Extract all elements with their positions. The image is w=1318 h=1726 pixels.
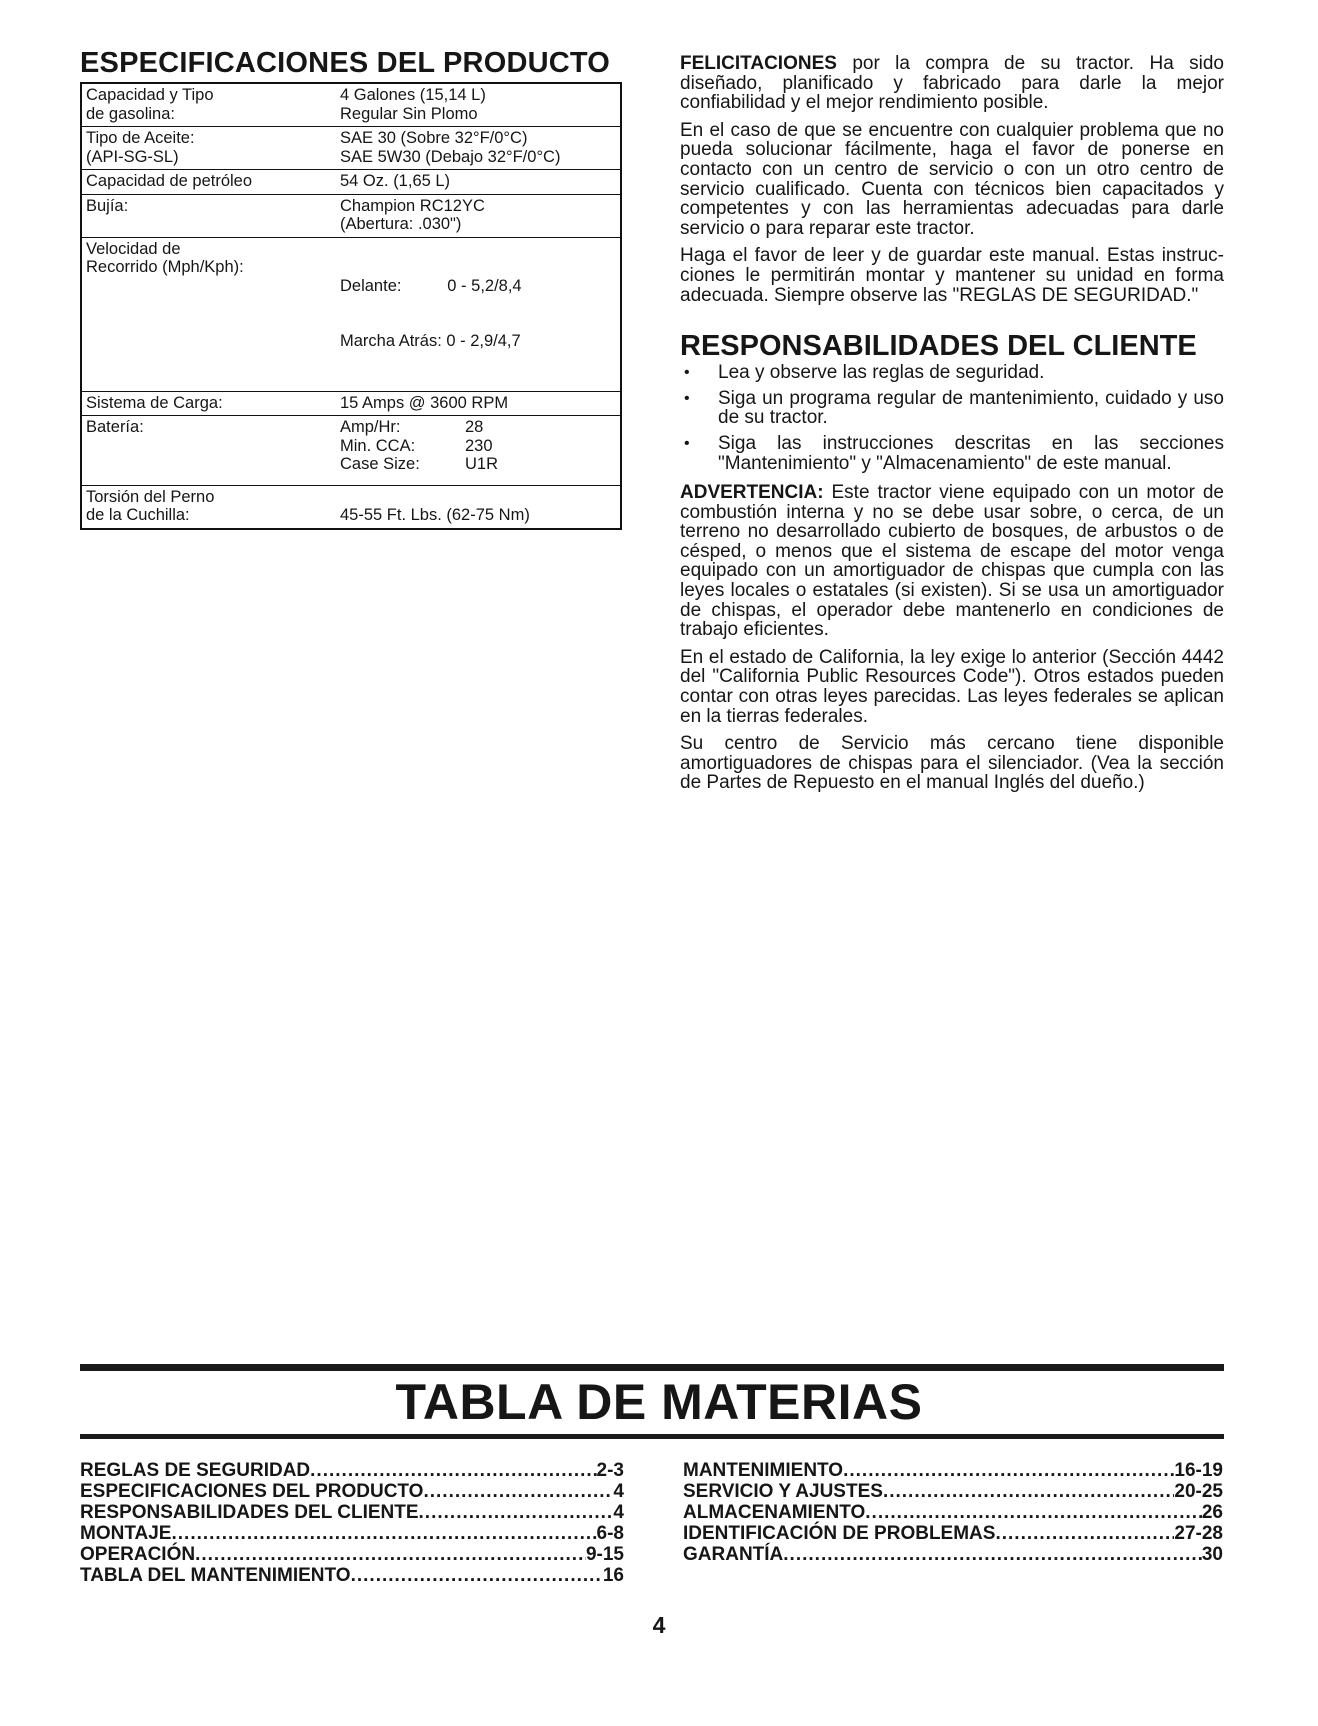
toc-entry-assembly[interactable]: MONTAJE ..... 6-8	[80, 1523, 624, 1544]
toc-entry-troubleshooting[interactable]: IDENTIFICACIÓN DE PROBLEMAS ..... 27-28	[683, 1523, 1223, 1544]
battery-specs: Amp/Hr: 28 Min. CCA: 230 Case Size: U1R	[340, 418, 499, 473]
bullet-icon: •	[684, 389, 690, 407]
spec-row-battery	[81, 416, 621, 486]
responsibilities-title: RESPONSABILIDADES DEL CLIENTE	[680, 330, 1197, 363]
spec-row-fuel	[81, 83, 621, 127]
toc-entry-product-specs[interactable]: ESPECIFICACIONES DEL PRODUCTO ..... 4	[80, 1481, 624, 1502]
spec-value: SAE 30 (Sobre 32°F/0°C) SAE 5W30 (Debajo 32°F/0°C)	[336, 127, 621, 170]
spec-row-spark-plug	[81, 194, 621, 237]
list-item: • Siga las instrucciones descritas en las secciones "Mantenimiento" y "Almacenamiento" de este manual.	[684, 432, 1224, 474]
specifications-section	[80, 48, 622, 530]
toc-entry-maintenance[interactable]: MANTENIMIENTO ..... 16-19	[683, 1460, 1223, 1481]
bullet-icon: •	[684, 434, 690, 452]
service-contact-paragraph: En el caso de que se encuentre con cualquier problema que no pueda solucionar fácilmente, haga el favor de ponerse en contacto con un centro de servicio o con un otro centro de servicio cualificado. Cuenta con técnicos bien capacitados y competentes y con las herramientas adecuadas para darle servicio o para reparar este tractor.	[680, 119, 1224, 239]
congratulations-paragraph: FELICITACIONES por la compra de su tractor. Ha sido diseñado, planificado y fabricado para darle la mejor confiabilidad y el mejor rendimiento posible.	[680, 53, 1224, 114]
spec-label: Velocidad de Recorrido (Mph/Kph):	[81, 237, 336, 391]
spec-value: 4 Galones (15,14 L) Regular Sin Plomo	[336, 83, 621, 127]
spec-label: Batería:	[81, 416, 336, 486]
toc-top-rule	[80, 1364, 1224, 1371]
specifications-table	[80, 82, 622, 530]
toc-entry-service-adjustments[interactable]: SERVICIO Y AJUSTES ..... 20-25	[683, 1481, 1223, 1502]
spark-arrester-paragraph: Su centro de Servicio más cercano tiene disponible amortiguadores de chispas para el silenciador. (Vea la sección de Partes de Repuesto en el manual Inglés del dueño.)	[680, 733, 1224, 794]
spec-value: 15 Amps @ 3600 RPM	[336, 391, 621, 416]
toc-entry-operation[interactable]: OPERACIÓN ..... 9-15	[80, 1544, 624, 1565]
spec-label: Capacidad y Tipo de gasolina:	[81, 83, 336, 127]
spec-label: Sistema de Carga:	[81, 391, 336, 416]
spec-row-oil-type	[81, 127, 621, 170]
spec-value: Delante: 0 - 5,2/8,4 Marcha Atrás: 0 - 2,9/4,7	[336, 237, 621, 391]
manual-paragraph: Haga el favor de leer y de guardar este manual. Estas instruc-ciones le permitirán montar y mantener su unidad en forma adecuada. Siempre observe las "REGLAS DE SEGURIDAD."	[680, 245, 1224, 306]
spec-value: 45-55 Ft. Lbs. (62-75 Nm)	[336, 485, 621, 529]
toc-title: TABLA DE MATERIAS	[395, 1374, 923, 1430]
toc-entry-warranty[interactable]: GARANTÍA ..... 30	[683, 1544, 1223, 1565]
spec-label: Capacidad de petróleo	[81, 170, 336, 195]
toc-left-column	[80, 1460, 624, 1586]
spec-row-speed	[81, 237, 621, 391]
spec-value	[336, 416, 621, 486]
california-paragraph: En el estado de California, la ley exige lo anterior (Sección 4442 del "California Public Resources Code"). Otros estados pueden contar con otras leyes parecidas. Las leyes federales se aplican en la tierras federales.	[680, 646, 1224, 727]
list-item: • Siga un programa regular de mantenimiento, cuidado y uso de su tractor.	[684, 387, 1224, 429]
toc-entry-customer-responsibilities[interactable]: RESPONSABILIDADES DEL CLIENTE ..... 4	[80, 1502, 624, 1523]
specifications-title: ESPECIFICACIONES DEL PRODUCTO	[80, 47, 611, 79]
spec-value: Champion RC12YC (Abertura: .030")	[336, 194, 621, 237]
toc-entry-safety-rules[interactable]: REGLAS DE SEGURIDAD ..... 2-3	[80, 1460, 624, 1481]
spec-label: Bujía:	[81, 194, 336, 237]
spec-label: Torsión del Perno de la Cuchilla:	[81, 485, 336, 529]
toc-bottom-rule	[80, 1434, 1224, 1439]
warning-paragraph: ADVERTENCIA: Este tractor viene equipado con un motor de combustión interna y no se debe usar sobre, o cerca, de un terreno no desarrollado cubierto de bosques, de arbustos o de césped, o menos que el sistema de escape del motor venga equipado con un amortiguador de chispas que cumpla con las leyes locales o estatales (si existen). Si se usa un amortiguador de chispas, el operador debe mantenerlo en condiciones de trabajo eficientes.	[680, 482, 1224, 641]
spec-label: Tipo de Aceite: (API-SG-SL)	[81, 127, 336, 170]
bullet-icon: •	[684, 364, 690, 382]
intro-section	[680, 54, 1224, 801]
spec-row-charging	[81, 391, 621, 416]
toc-right-column	[683, 1460, 1223, 1565]
spec-row-oil-capacity	[81, 170, 621, 195]
page-number: 4	[652, 1612, 666, 1638]
toc-entry-maintenance-chart[interactable]: TABLA DEL MANTENIMIENTO ..... 16	[80, 1565, 624, 1586]
toc-entry-storage[interactable]: ALMACENAMIENTO ..... 26	[683, 1502, 1223, 1523]
spec-value: 54 Oz. (1,65 L)	[336, 170, 621, 195]
spec-row-blade-torque	[81, 485, 621, 529]
responsibilities-list	[680, 363, 1224, 473]
list-item: • Lea y observe las reglas de seguridad.	[684, 362, 1045, 384]
